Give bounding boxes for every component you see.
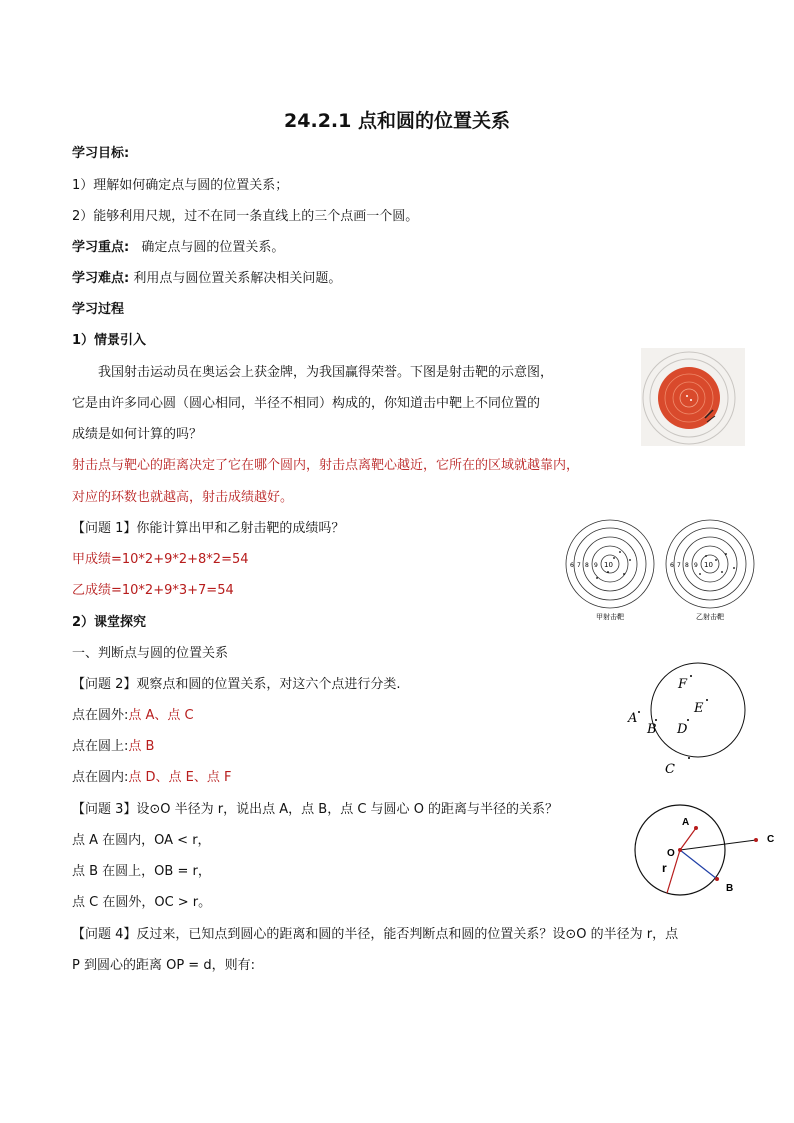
- question-4-line-2: P 到圆心的距离 OP = d，则有:: [72, 958, 255, 973]
- difficulty-text: 利用点与圆位置关系解决相关问题。: [133, 271, 342, 286]
- label-a: A: [682, 817, 690, 828]
- intro-paragraph-line-3: 成绩是如何计算的吗？: [72, 427, 203, 442]
- outside-answer: 点 A、点 C: [128, 708, 194, 723]
- keypoint-text: 确定点与圆的位置关系。: [141, 240, 285, 255]
- question-1-answer-b: 乙成绩=10*2+9*3+7=54: [72, 583, 234, 598]
- goal-2: 2）能够利用尺规，过不在同一条直线上的三个点画一个圆。: [72, 209, 419, 224]
- ring-label-9: 9: [594, 562, 598, 569]
- ring-label-8: 8: [585, 562, 589, 569]
- target-photo: [641, 348, 745, 446]
- label-c: C: [767, 834, 775, 845]
- on-circle-answer: 点 B: [128, 739, 155, 754]
- question-2: 【问题 2】观察点和圆的位置关系，对这六个点进行分类.: [72, 677, 401, 692]
- target-yi-caption: 乙射击靶: [696, 613, 724, 621]
- on-circle-line: [72, 739, 154, 755]
- point-label-c: C: [665, 762, 675, 777]
- outside-line: [72, 708, 194, 724]
- label-o: O: [667, 848, 675, 859]
- point-label-a: A: [628, 711, 638, 726]
- ring-label-10: 10: [604, 561, 613, 569]
- label-b: B: [726, 883, 734, 894]
- keypoint-line: [72, 240, 284, 256]
- page-title: 24.2.1 点和圆的位置关系: [284, 110, 510, 132]
- intro-answer-line-1: 射击点与靶心的距离决定了它在哪个圆内，射击点离靶心越近，它所在的区域就越靠内，: [72, 458, 580, 473]
- question-3-answer-a: 点 A 在圆内，OA < r，: [72, 833, 211, 848]
- circle-oabc-figure: [630, 800, 780, 900]
- difficulty-line: [72, 271, 341, 287]
- goals-heading: 学习目标:: [72, 146, 130, 161]
- question-4-line-1: 【问题 4】反过来，已知点到圆心的距离和圆的半径，能否判断点和圆的位置关系？设⊙O 的半径为 r，点: [72, 927, 679, 942]
- ring-label-7: 7: [577, 562, 581, 569]
- ring-label-7: 7: [677, 562, 681, 569]
- question-3-answer-b: 点 B 在圆上，OB = r，: [72, 864, 211, 879]
- target-yi: [664, 516, 756, 624]
- inside-label: 点在圆内:: [72, 770, 129, 785]
- point-label-f: F: [678, 677, 688, 692]
- point-label-e: E: [694, 701, 704, 716]
- section-2-heading: 2）课堂探究: [72, 615, 147, 630]
- label-r: r: [662, 861, 667, 875]
- outside-label: 点在圆外:: [72, 708, 129, 723]
- intro-paragraph-line-1: 我国射击运动员在奥运会上获金牌，为我国赢得荣誉。下图是射击靶的示意图，: [98, 365, 554, 380]
- ring-label-9: 9: [694, 562, 698, 569]
- question-1-answer-a: 甲成绩=10*2+9*2+8*2=54: [72, 552, 249, 567]
- point-label-b: B: [647, 722, 657, 737]
- point-label-d: D: [677, 722, 688, 737]
- six-points-figure: [618, 654, 750, 778]
- on-circle-label: 点在圆上:: [72, 739, 129, 754]
- question-3-answer-c: 点 C 在圆外，OC > r。: [72, 895, 212, 910]
- ring-label-6: 6: [570, 562, 574, 569]
- intro-answer-line-2: 对应的环数也就越高，射击成绩越好。: [72, 490, 294, 505]
- difficulty-label: 学习难点:: [72, 271, 130, 286]
- intro-paragraph-line-2: 它是由许多同心圆（圆心相同，半径不相同）构成的，你知道击中靶上不同位置的: [72, 396, 541, 411]
- inside-answer: 点 D、点 E、点 F: [128, 770, 232, 785]
- question-1: 【问题 1】你能计算出甲和乙射击靶的成绩吗？: [72, 521, 345, 536]
- inside-line: [72, 770, 232, 786]
- target-jia-caption: 甲射击靶: [596, 613, 624, 621]
- ring-label-6: 6: [670, 562, 674, 569]
- ring-label-10: 10: [704, 561, 713, 569]
- goal-1: 1）理解如何确定点与圆的位置关系；: [72, 178, 289, 193]
- ring-label-8: 8: [685, 562, 689, 569]
- process-heading: 学习过程: [72, 302, 125, 317]
- target-jia: [564, 516, 656, 624]
- section-1-heading: 1）情景引入: [72, 333, 147, 348]
- question-3: 【问题 3】设⊙O 半径为 r，说出点 A，点 B，点 C 与圆心 O 的距离与半径的关系？: [72, 802, 559, 817]
- keypoint-label: 学习重点:: [72, 240, 130, 255]
- part-1-heading: 一、判断点与圆的位置关系: [72, 646, 229, 661]
